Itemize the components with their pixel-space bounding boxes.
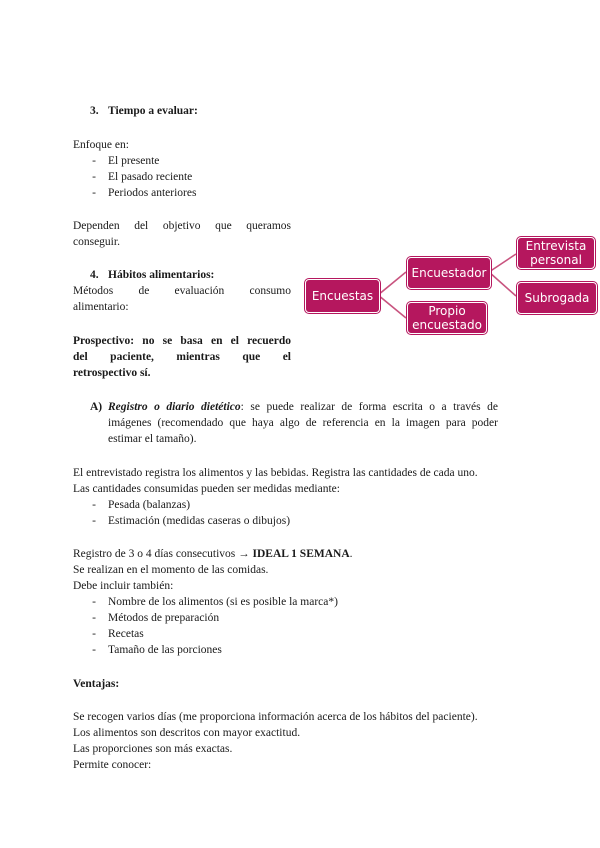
ventajas-line: Las proporciones son más exactas. xyxy=(73,743,233,755)
section-4-title: Hábitos alimentarios: xyxy=(108,269,215,281)
bullet-dash: - xyxy=(92,628,96,640)
connector-encuestador-entrevista xyxy=(489,254,516,272)
arrow-icon: → xyxy=(238,548,250,560)
bullet-dash: - xyxy=(92,187,96,199)
registro-marker: A) xyxy=(90,401,103,413)
paragraph-1-line-2: Las cantidades consumidas pueden ser medidas mediante: xyxy=(73,483,340,495)
ventajas-line: Se recogen varios días (me proporciona información acerca de los hábitos del paciente). xyxy=(73,711,478,723)
depends-line-2: conseguir. xyxy=(73,236,120,248)
bullet-dash: - xyxy=(92,515,96,527)
registro-line-3: estimar el tamaño). xyxy=(108,433,197,445)
section-4-number: 4. xyxy=(90,269,99,281)
bullet-dash: - xyxy=(92,155,96,167)
ideal-week-text: IDEAL 1 SEMANA xyxy=(252,548,350,560)
prospective-line-2: del paciente, mientras que el xyxy=(73,351,291,363)
ventajas-line: Permite conocer: xyxy=(73,759,152,771)
registro-line-1-rest: : se puede realizar de forma escrita o a través de xyxy=(240,401,499,413)
period: . xyxy=(349,548,353,560)
connector-root-propio xyxy=(378,295,406,318)
paragraph-2-line-2: Se realizan en el momento de las comidas. xyxy=(73,564,269,576)
bullet-dash: - xyxy=(92,499,96,511)
diagram-node-subrogada: Subrogada xyxy=(517,282,597,314)
registro-days-text: Registro de 3 o 4 días consecutivos xyxy=(73,548,239,560)
diagram-node-encuestas: Encuestas xyxy=(305,279,380,313)
bullet-dash: - xyxy=(92,596,96,608)
bullet-dash: - xyxy=(92,171,96,183)
list-item: Recetas xyxy=(108,628,144,640)
paragraph-1-line-1: El entrevistado registra los alimentos y las bebidas. Registra las cantidades de cada uno. xyxy=(73,467,478,479)
list-item: Métodos de preparación xyxy=(108,612,220,624)
registro-line-2: imágenes (recomendado que haya algo de referencia en la imagen para poder xyxy=(108,417,498,429)
list-item: Periodos anteriores xyxy=(108,187,197,199)
bullet-dash: - xyxy=(92,644,96,656)
list-item: Pesada (balanzas) xyxy=(108,499,191,511)
list-item: Nombre de los alimentos (si es posible la marca*) xyxy=(108,596,338,608)
methods-line-2: alimentario: xyxy=(73,301,129,313)
section-3-number: 3. xyxy=(90,105,99,117)
diagram-node-entrevista-personal: Entrevista personal xyxy=(517,237,595,269)
list-item: Tamaño de las porciones xyxy=(108,644,222,656)
diagram-node-encuestador: Encuestador xyxy=(407,257,491,289)
depends-line-1: Dependen del objetivo que queramos xyxy=(73,220,291,232)
list-item: Estimación (medidas caseras o dibujos) xyxy=(108,515,291,527)
registro-term: Registro o diario dietético xyxy=(108,401,241,413)
connector-encuestador-subrogada xyxy=(489,272,516,296)
ventajas-line: Los alimentos son descritos con mayor exactitud. xyxy=(73,727,301,739)
ventajas-title: Ventajas: xyxy=(73,678,120,690)
section-3-title: Tiempo a evaluar: xyxy=(108,105,198,117)
list-item: El pasado reciente xyxy=(108,171,193,183)
paragraph-2-line-3: Debe incluir también: xyxy=(73,580,174,592)
diagram-node-propio-encuestado: Propio encuestado xyxy=(407,302,487,334)
methods-line-1: Métodos de evaluación consumo xyxy=(73,285,291,297)
bullet-dash: - xyxy=(92,612,96,624)
registro-line-1 xyxy=(108,400,498,416)
list-item: El presente xyxy=(108,155,160,167)
prospective-line-1: Prospectivo: no se basa en el recuerdo xyxy=(73,335,291,347)
focus-label: Enfoque en: xyxy=(73,139,129,151)
connector-root-encuestador xyxy=(378,272,406,295)
paragraph-2-line-1 xyxy=(73,547,353,562)
prospective-line-3: retrospectivo sí. xyxy=(73,367,151,379)
